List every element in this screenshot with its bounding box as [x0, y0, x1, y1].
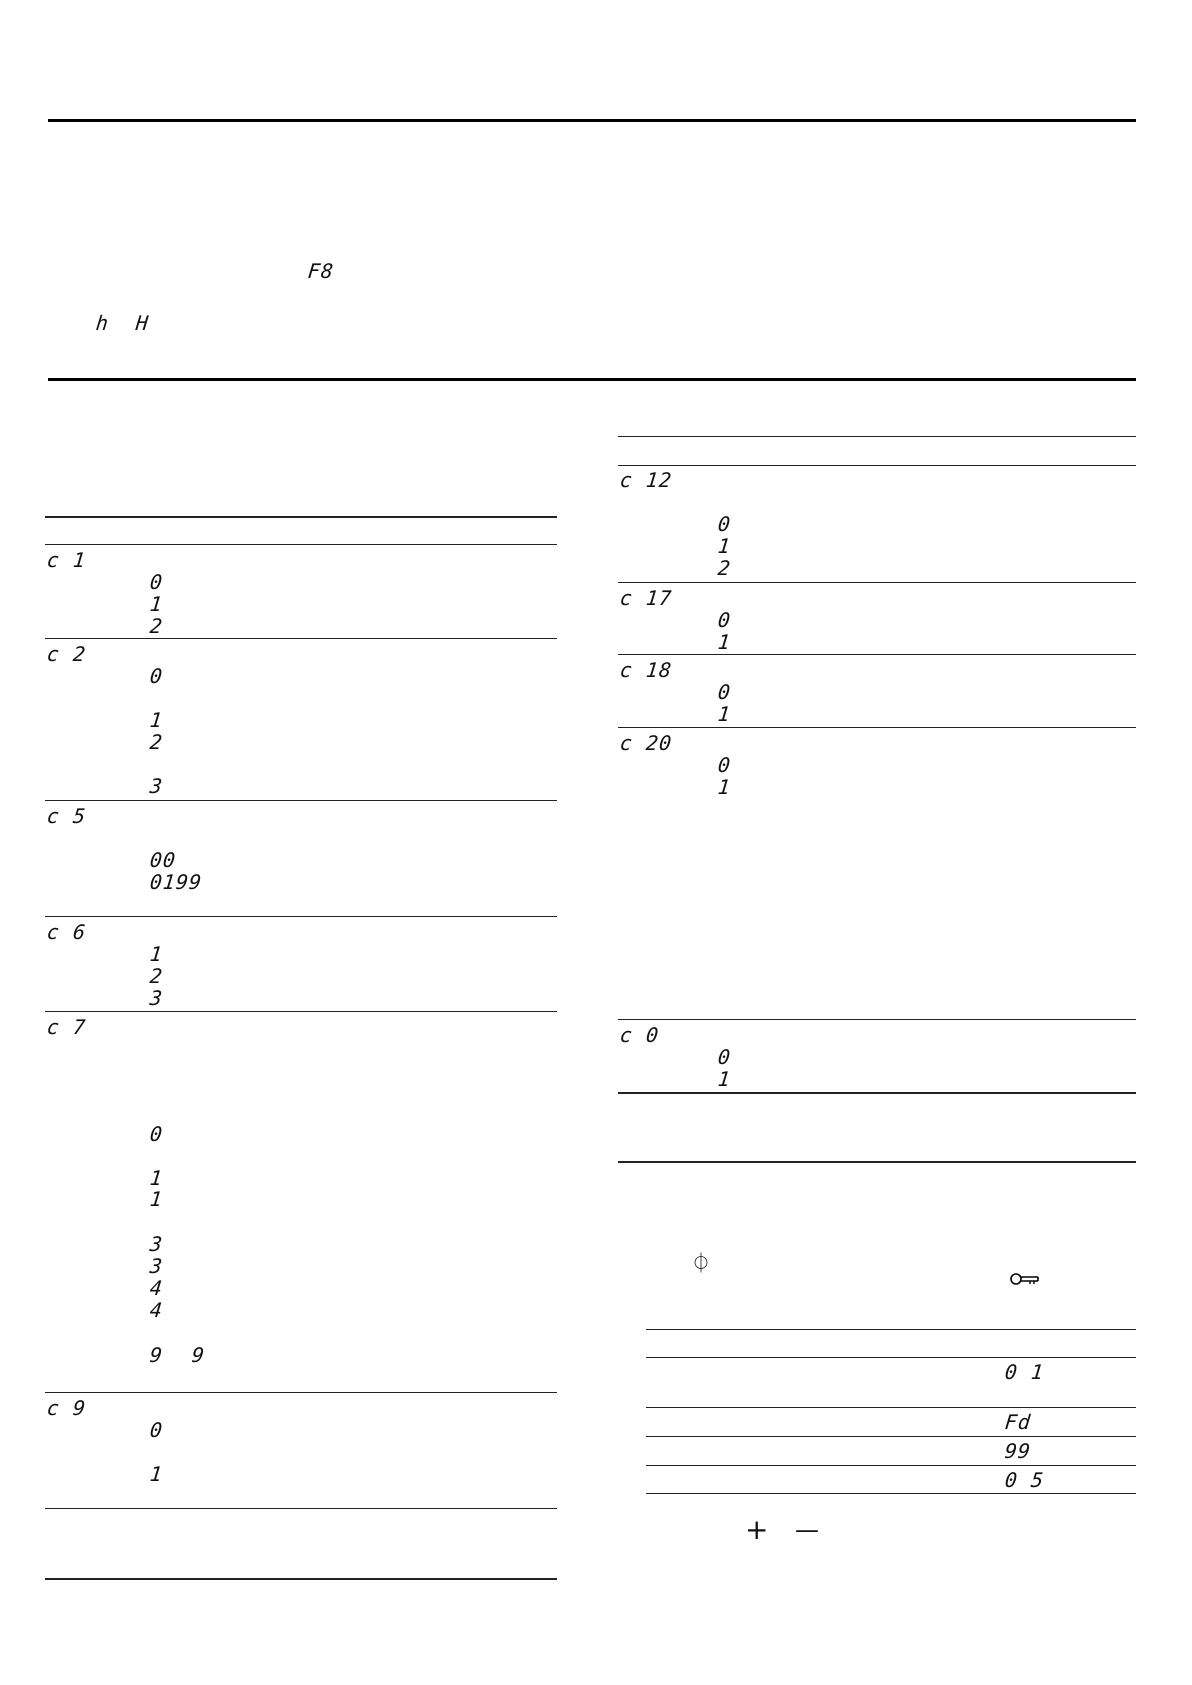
setting-value: 0: [716, 608, 733, 632]
setting-value: 4: [148, 1276, 165, 1300]
table-rule: [45, 800, 557, 801]
info-value: 0 5: [1003, 1468, 1046, 1492]
table-rule: [45, 1392, 557, 1393]
setting-code: c 6: [45, 920, 88, 944]
setting-value: 1: [716, 1067, 733, 1091]
section-rule: [48, 378, 1136, 381]
setting-value: 1: [148, 942, 165, 966]
setting-code: c 17: [618, 586, 674, 610]
table-rule: [646, 1436, 1136, 1437]
setting-value: 1: [148, 1462, 165, 1486]
setting-value: 00: [148, 848, 178, 872]
info-value: 99: [1003, 1439, 1033, 1463]
table-rule: [618, 465, 1136, 466]
setting-value: 0: [716, 753, 733, 777]
table-rule: [45, 544, 557, 545]
setting-code: c 18: [618, 658, 674, 682]
table-rule: [618, 582, 1136, 583]
display-symbol-h-lower: h: [94, 311, 111, 335]
table-rule: [45, 638, 557, 639]
table-rule: [618, 1092, 1136, 1094]
setting-value: 1: [716, 630, 733, 654]
table-rule: [618, 1161, 1136, 1163]
setting-value: 3: [148, 986, 165, 1010]
plus-icon: +: [745, 1513, 769, 1546]
setting-value: 0: [716, 1045, 733, 1069]
setting-value: 3: [148, 1254, 165, 1278]
setting-code: c 9: [45, 1396, 88, 1420]
table-rule: [45, 1011, 557, 1012]
display-symbol-h-upper: H: [134, 311, 151, 335]
setting-value: 0: [716, 680, 733, 704]
setting-value: 9: [190, 1343, 207, 1367]
setting-value: 0199: [148, 870, 204, 894]
setting-code: c 2: [45, 642, 88, 666]
setting-value: 3: [148, 1232, 165, 1256]
table-rule: [618, 654, 1136, 655]
minus-icon: —: [795, 1516, 819, 1544]
setting-value: 1: [148, 592, 165, 616]
table-rule: [646, 1493, 1136, 1494]
setting-value: 2: [148, 964, 165, 988]
setting-code: c 5: [45, 804, 88, 828]
setting-value: 9: [148, 1343, 165, 1367]
setting-value: 0: [148, 1122, 165, 1146]
table-rule: [618, 1019, 1136, 1020]
info-value: 0 1: [1003, 1360, 1046, 1384]
setting-value: 0: [148, 1418, 165, 1442]
setting-value: 2: [148, 730, 165, 754]
table-rule: [618, 727, 1136, 728]
setting-value: 0: [148, 570, 165, 594]
setting-value: 1: [716, 775, 733, 799]
setting-value: 0: [148, 664, 165, 688]
setting-value: 1: [716, 702, 733, 726]
setting-code: c 7: [45, 1015, 88, 1039]
setting-value: 3: [148, 774, 165, 798]
setting-value: 0: [716, 512, 733, 536]
setting-value: 1: [148, 1166, 165, 1190]
table-rule: [646, 1465, 1136, 1466]
setting-code: c 1: [45, 548, 88, 572]
setting-value: 2: [148, 614, 165, 638]
setting-code: c 12: [618, 468, 674, 492]
power-icon: ⏀: [691, 1251, 711, 1275]
table-rule: [45, 516, 557, 518]
setting-code: c 20: [618, 731, 674, 755]
key-lock-icon: [1010, 1272, 1040, 1286]
table-rule: [45, 1578, 557, 1580]
info-value: Fd: [1003, 1410, 1033, 1434]
table-rule: [646, 1407, 1136, 1408]
setting-code: c 0: [618, 1023, 661, 1047]
table-rule: [646, 1357, 1136, 1358]
top-rule: [48, 119, 1136, 122]
table-rule: [618, 436, 1136, 437]
table-rule: [45, 916, 557, 917]
error-code-f8: F8: [306, 259, 336, 283]
setting-value: 1: [148, 708, 165, 732]
table-rule: [45, 1508, 557, 1509]
setting-value: 4: [148, 1298, 165, 1322]
setting-value: 1: [716, 534, 733, 558]
setting-value: 2: [716, 556, 733, 580]
setting-value: 1: [148, 1187, 165, 1211]
table-rule: [646, 1329, 1136, 1330]
